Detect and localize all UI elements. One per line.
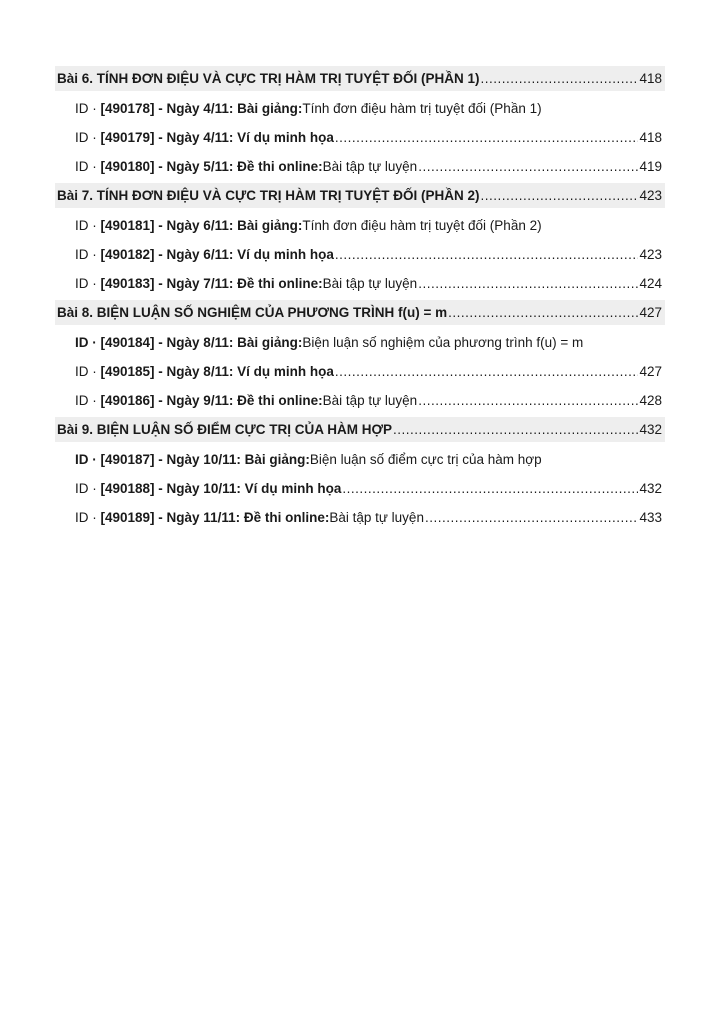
entry-kind: Bài giảng: (237, 218, 303, 233)
entry-id-label: ID · (75, 130, 101, 145)
leader-dots (480, 66, 638, 91)
entry-kind: Bài giảng: (237, 101, 303, 116)
section-page-number: 432 (639, 422, 662, 437)
entry-id-label: ID · (75, 276, 101, 291)
toc-entry[interactable] (55, 474, 665, 503)
entry-code: [490181] (100, 218, 155, 233)
entry-date: - Ngày 6/11: (154, 247, 238, 262)
entry-id-label: ID · (75, 101, 101, 116)
entry-text: Tính đơn điệu hàm trị tuyệt đối (Phần 1) (302, 101, 542, 116)
toc-entry[interactable] (55, 269, 665, 298)
entry-date: - Ngày 7/11: (154, 276, 238, 291)
entry-kind: Ví dụ minh họa (237, 130, 334, 145)
section-page-number: 427 (639, 305, 662, 320)
leader-dots (335, 123, 639, 152)
toc-entry[interactable] (55, 123, 665, 152)
entry-id-label: ID · (75, 364, 101, 379)
leader-dots (393, 417, 638, 442)
section-title: Bài 8. BIỆN LUẬN SỐ NGHIỆM CỦA PHƯƠNG TRÌNH f(u) = m (57, 305, 448, 320)
entry-page-number: 433 (639, 510, 662, 525)
entry-date: - Ngày 10/11: (154, 452, 245, 467)
entry-page-number: 427 (639, 364, 662, 379)
entry-code: [490186] (100, 393, 155, 408)
entry-id-label: ID · (75, 218, 101, 233)
entry-kind: Bài giảng: (244, 452, 310, 467)
entry-text: Biện luận số nghiệm của phương trình f(u) = m (302, 335, 584, 350)
entry-page-number: 432 (639, 481, 662, 496)
entry-kind: Ví dụ minh họa (237, 247, 334, 262)
entry-page-number: 428 (639, 393, 662, 408)
entry-text: Biện luận số điểm cực trị của hàm hợp (309, 452, 542, 467)
entry-date: - Ngày 8/11: (154, 335, 238, 350)
entry-kind: Bài giảng: (237, 335, 303, 350)
entry-code: [490188] (100, 481, 155, 496)
entry-date: - Ngày 10/11: (154, 481, 245, 496)
entry-code: [490179] (100, 130, 155, 145)
toc-section (55, 417, 665, 532)
toc-section-heading[interactable] (55, 183, 665, 208)
entry-kind: Đề thi online: (237, 393, 323, 408)
entry-id-label: ID · (75, 452, 101, 467)
section-title: Bài 9. BIỆN LUẬN SỐ ĐIỂM CỰC TRỊ CỦA HÀM HỢP (57, 422, 392, 437)
entry-code: [490185] (100, 364, 155, 379)
entry-text: Bài tập tự luyện (322, 393, 418, 408)
table-of-contents (55, 66, 665, 534)
entry-code: [490189] (100, 510, 155, 525)
entry-kind: Ví dụ minh họa (244, 481, 342, 496)
leader-dots (448, 300, 638, 325)
toc-section (55, 183, 665, 298)
entry-date: - Ngày 4/11: (154, 101, 238, 116)
leader-dots (418, 269, 638, 298)
entry-date: - Ngày 11/11: (154, 510, 244, 525)
toc-entry[interactable] (55, 240, 665, 269)
entry-code: [490187] (100, 452, 155, 467)
entry-kind: Đề thi online: (237, 159, 323, 174)
toc-section-heading[interactable] (55, 66, 665, 91)
entry-id-label: ID · (75, 481, 101, 496)
entry-text: Bài tập tự luyện (329, 510, 424, 525)
section-title: Bài 6. TÍNH ĐƠN ĐIỆU VÀ CỰC TRỊ HÀM TRỊ TUYỆT ĐỐI (PHẦN 1) (57, 71, 480, 86)
entry-code: [490182] (100, 247, 155, 262)
leader-dots (425, 503, 639, 532)
entry-code: [490184] (100, 335, 155, 350)
toc-entry[interactable] (55, 357, 665, 386)
entry-text: Bài tập tự luyện (322, 159, 418, 174)
entry-id-label: ID · (75, 510, 101, 525)
toc-entry[interactable] (55, 503, 665, 532)
entry-date: - Ngày 5/11: (154, 159, 238, 174)
toc-section-heading[interactable] (55, 417, 665, 442)
entry-code: [490180] (100, 159, 155, 174)
entry-id-label: ID · (75, 393, 101, 408)
entry-code: [490183] (100, 276, 155, 291)
entry-page-number: 418 (639, 130, 662, 145)
toc-section-heading[interactable] (55, 300, 665, 325)
leader-dots (335, 240, 639, 269)
entry-text: Tính đơn điệu hàm trị tuyệt đối (Phần 2) (302, 218, 542, 233)
entry-code: [490178] (100, 101, 155, 116)
toc-entry[interactable] (55, 386, 665, 415)
toc-entry[interactable] (55, 211, 665, 240)
toc-entry[interactable] (55, 445, 665, 474)
entry-id-label: ID · (75, 247, 101, 262)
entry-date: - Ngày 8/11: (154, 364, 238, 379)
toc-entry[interactable] (55, 152, 665, 181)
entry-date: - Ngày 9/11: (154, 393, 238, 408)
toc-section (55, 66, 665, 181)
entry-page-number: 419 (639, 159, 662, 174)
section-page-number: 418 (639, 71, 662, 86)
toc-entry[interactable] (55, 94, 665, 123)
entry-id-label: ID · (75, 159, 101, 174)
toc-entry[interactable] (55, 328, 665, 357)
leader-dots (418, 386, 638, 415)
leader-dots (342, 474, 638, 503)
section-title: Bài 7. TÍNH ĐƠN ĐIỆU VÀ CỰC TRỊ HÀM TRỊ TUYỆT ĐỐI (PHẦN 2) (57, 188, 480, 203)
leader-dots (480, 183, 638, 208)
entry-page-number: 423 (639, 247, 662, 262)
entry-page-number: 424 (639, 276, 662, 291)
entry-id-label: ID · (75, 335, 101, 350)
entry-kind: Ví dụ minh họa (237, 364, 334, 379)
entry-text: Bài tập tự luyện (322, 276, 418, 291)
toc-section (55, 300, 665, 415)
leader-dots (335, 357, 639, 386)
leader-dots (418, 152, 638, 181)
entry-kind: Đề thi online: (243, 510, 330, 525)
section-page-number: 423 (639, 188, 662, 203)
entry-date: - Ngày 4/11: (154, 130, 238, 145)
entry-kind: Đề thi online: (237, 276, 323, 291)
entry-date: - Ngày 6/11: (154, 218, 238, 233)
